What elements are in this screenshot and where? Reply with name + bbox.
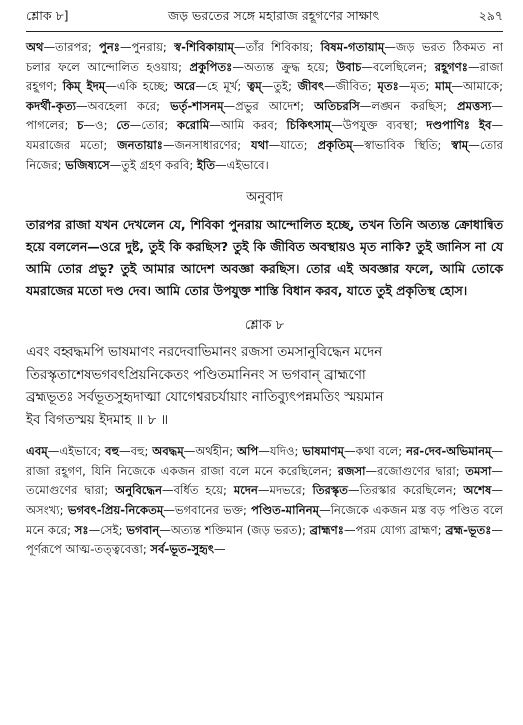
synonym-meaning: রজোগুণের দ্বারা [377,463,456,478]
synonym-meaning: জীবিত [335,79,368,94]
synonym-word: ভর্তৃ-শাসনম্ [170,98,224,113]
synonym-meaning: স্বাভাবিক স্থিতি [364,137,438,152]
synonym-meaning: জড় ভরত ঠিকমত না চলার ফলে আন্দোলিত হওয়ায় [26,40,504,74]
synonym-word: ভাষমাণম্ [302,444,344,459]
synonym-meaning: তোর নিজের [26,137,503,172]
verse-line: ইব বিগতস্ময় ইদমাহ ॥ ৮ ॥ [26,412,169,428]
synonym-word: সর্ব-ভূত-সুহৃৎ [150,542,215,557]
synonym-word: অরে [174,79,196,94]
page-header [26,8,503,32]
synonym-word: কিম্ ইদম্ [62,79,106,94]
synonym-meaning: পরম যোগ্য ব্রাহ্মণ [355,522,438,537]
synonym-meaning: অসংখ্য [26,502,60,517]
synonym-word: মদেন [233,483,258,498]
synonym-meaning: অত্যন্ত শক্তিমান (জড় ভরত) [170,522,303,537]
synonym-word: ভগবান্ [126,522,160,537]
synonym-meaning: আমি করব [220,118,274,133]
translation-text: তারপর রাজা যখন দেখলেন যে, শিবিকা পুনরায় আন্দোলিত হচ্ছে, তখন তিনি অত্যন্ত ক্রোধান্বিত হয়ে বললেন—ওরে দুষ্ট, তুই কি করছিস? তুই কি জীবিত অবস্থায়ও মৃত নাকি? তুই জানিস না যে আমি তোর প্রভু? তুই আমার আদেশ অবজ্ঞা করছিস। তোর এই অবজ্ঞার ফলে, আমি তোকে যমরাজের মতো দণ্ড দেব। আমি তোর উপযুক্ত শাস্তি বিধান করব, যাতে তুই প্রকৃতিস্থ হোস। [26,217,503,299]
synonym-word: তে [116,118,130,133]
synonym-meaning: তারপর [55,40,88,54]
synonym-meaning: রাজা রহূগণ, যিনি নিজেকে একজন রাজা বলে মনে করেছিলেন [26,463,329,478]
synonym-meaning: মৃত [410,79,426,94]
synonym-word: উবাচ [336,59,362,74]
synonym-word: কদর্থী-কৃত্য [26,98,77,113]
synonym-word: বিষম-গতায়াম্ [320,40,385,54]
synonym-word: অশেষ [463,483,492,498]
verse-block [26,342,503,432]
synonym-word: চ [77,118,84,133]
synonym-word: স্বাম্ [451,137,469,152]
translation-heading: অনুবাদ [246,190,283,206]
synonym-meaning: একি হচ্ছে [116,79,165,94]
synonyms-top: অথ—তারপর; পুনঃ—পুনরায়; স্ব-শিবিকায়াম্—তাঁর শিবিকায়; বিষম-গতায়াম্—জড় ভরত ঠিকমত না চলার ফলে আন্দোলিত হওয়ায়; প্রকুপিতঃ—অত্যন্ত ক্রুদ্ধ হয়ে; উবাচ—বলেছিলেন; রহূগণঃ—রাজা রহূগণ; কিম্ ইদম্—একি হচ্ছে; অরে—হে মূর্খ; ত্বম্—তুই; জীবৎ—জীবিত; মৃতঃ—মৃত; মাম্—আমাকে; কদর্থী-কৃত্য—অবহেলা করে; ভর্তৃ-শাসনম্—প্রভুর আদেশ; অতিচরসি—লঙ্ঘন করছিস; প্রমত্তস্য—পাগলের; চ—ও; তে—তোর; করোমি—আমি করব; চিকিৎসাম্—উপযুক্ত ব্যবস্থা; দণ্ডপাণিঃ ইব—যমরাজের মতো; জনতায়াঃ—জনসাধারণের; যথা—যাতে; প্রকৃতিম্—স্বাভাবিক স্থিতি; স্বাম্—তোর নিজের; ভজিষ্যসে—তুই গ্রহণ করবি; ইতি—এইভাবে। [26,40,504,172]
synonym-meaning: পাগলের [26,118,65,133]
synonym-meaning: এইভাবে [59,444,98,459]
synonym-word: এবম্ [26,444,48,459]
verse-line: ব্রহ্মভূতঃ সর্বভূতসুহৃদাত্মা যোগেশ্বরচর্যায়াং নাতিব্যুৎপন্নমতিং স্ময়মান [26,390,384,406]
synonym-word: তিরস্কৃত [312,483,348,498]
synonym-word: ব্রহ্ম-ভূতঃ [445,522,492,537]
synonym-word: জনতায়াঃ [117,137,163,152]
synonym-meaning: তাঁর শিবিকায় [245,40,310,54]
synonym-word: দণ্ডপাণিঃ ইব [426,118,492,133]
synonym-meaning: যাতে [280,137,304,152]
synonym-meaning: তোর [141,118,165,133]
verse-line: এবং বহ্বদ্ধমপি ভাষমাণং নরদেবাভিমানং রজসা তমসানুবিদ্ধেন মদেন [26,345,383,361]
synonym-meaning: যমরাজের মতো [26,137,104,152]
synonym-word: রহূগণঃ [434,59,468,74]
synonym-meaning: বলেছিলেন [372,59,424,74]
synonym-word: প্রকুপিতঃ [189,59,233,74]
synonym-word: যথা [251,137,269,152]
synonym-word: অথ [26,40,44,54]
synonym-word: ইতি [197,157,216,172]
synonym-meaning: পূর্ণরূপে আত্ম-তত্ত্ববেত্তা [26,542,143,557]
synonym-meaning: ও [95,118,104,133]
synonym-word: বহু [105,444,119,459]
synonym-meaning: ভগবানের ভক্ত [174,502,244,517]
synonym-word: ভগবৎ-প্রিয়-নিকেতম্ [67,502,164,517]
synonym-meaning: তুই গ্রহণ করবি [121,157,190,172]
synonym-word: অতিচরসি [314,98,360,113]
synonym-word: অনুবিদ্ধেন [115,483,162,498]
synonym-meaning: বর্ধিত হয়ে [173,483,224,498]
synonym-word: অপি [237,444,259,459]
page-number: ২৯৭ [478,8,503,23]
synonym-meaning: রাজা রহূগণ [26,59,504,94]
synonym-meaning: যদিও [269,444,295,459]
synonym-word: ভজিষ্যসে [65,157,110,172]
synonym-meaning: কথা বলে [355,444,399,459]
synonym-meaning: হে মূর্খ [206,79,238,94]
synonym-meaning: তিরস্কার করেছিলেন [359,483,453,498]
synonym-word: প্রকৃতিম্ [317,137,353,152]
synonym-word: জীবৎ [297,79,325,94]
synonym-word: অবদ্ধম্ [152,444,184,459]
synonym-meaning: প্রভুর আদেশ [235,98,301,113]
synonym-meaning: পুনরায় [131,40,163,54]
synonym-meaning: তমোগুণের দ্বারা [26,483,105,498]
synonym-meaning: নিজেকে একজন মস্ত বড় পণ্ডিত বলে মনে করে [26,502,504,537]
verse-line: তিরস্কৃতাশেষভগবৎপ্রিয়নিকেতং পণ্ডিতমানিনং স ভগবান্ ব্রাহ্মণো [26,367,366,383]
synonym-word: প্রমত্তস্য [457,98,492,113]
synonym-word: পণ্ডিত-মানিনম্ [251,502,320,517]
synonym-meaning: এইভাবে। [226,157,269,172]
synonym-word: ত্বম্ [247,79,262,94]
synonym-word: চিকিৎসাম্ [286,118,332,133]
verse-heading: শ্লোক ৮ [244,318,285,334]
synonym-meaning: সেই [100,522,119,537]
synonym-meaning: লঙ্ঘন করছিস [371,98,443,113]
synonym-meaning: তুই [273,79,289,94]
synonym-meaning: অর্থহীন [195,444,230,459]
synonym-meaning: বহু [130,444,145,459]
verse-reference: শ্লোক ৮] [26,8,69,23]
synonym-word: সঃ [74,522,89,537]
synonym-meaning: আমাকে [463,79,500,94]
synonym-meaning: উপযুক্ত ব্যবস্থা [342,118,414,133]
synonym-word: নর-দেব-অভিমানম্ [406,444,492,459]
synonym-word: ব্রাহ্মণঃ [309,522,344,537]
synonym-meaning: মদভরে [269,483,302,498]
synonym-word: তমসা [465,463,492,478]
synonym-meaning: অবহেলা করে [87,98,157,113]
synonyms-bottom: এবম্—এইভাবে; বহু—বহু; অবদ্ধম্—অর্থহীন; অপি—যদিও; ভাষমাণম্—কথা বলে; নর-দেব-অভিমানম্—রাজা রহূগণ, যিনি নিজেকে একজন রাজা বলে মনে করেছিলেন; রজসা—রজোগুণের দ্বারা; তমসা—তমোগুণের দ্বারা; অনুবিদ্ধেন—বর্ধিত হয়ে; মদেন—মদভরে; তিরস্কৃত—তিরস্কার করেছিলেন; অশেষ—অসংখ্য; ভগবৎ-প্রিয়-নিকেতম্—ভগবানের ভক্ত; পণ্ডিত-মানিনম্—নিজেকে একজন মস্ত বড় পণ্ডিত বলে মনে করে; সঃ—সেই; ভগবান্—অত্যন্ত শক্তিমান (জড় ভরত); ব্রাহ্মণঃ—পরম যোগ্য ব্রাহ্মণ; ব্রহ্ম-ভূতঃ—পূর্ণরূপে আত্ম-তত্ত্ববেত্তা; সর্ব-ভূত-সুহৃৎ— [26,444,504,557]
synonym-word: রজসা [337,463,366,478]
synonym-word: মাম্ [435,79,452,94]
synonym-word: পুনঃ [98,40,120,54]
synonym-meaning: জনসাধারণের [174,137,238,152]
synonym-word: করোমি [177,118,210,133]
synonym-word: মৃতঃ [377,79,399,94]
chapter-title: জড় ভরতের সঙ্গে মহারাজ রহূগণের সাক্ষাৎ [167,8,380,23]
synonym-word: স্ব-শিবিকায়াম্ [174,40,234,54]
synonym-meaning: অত্যন্ত ক্রুদ্ধ হয়ে [243,59,325,74]
